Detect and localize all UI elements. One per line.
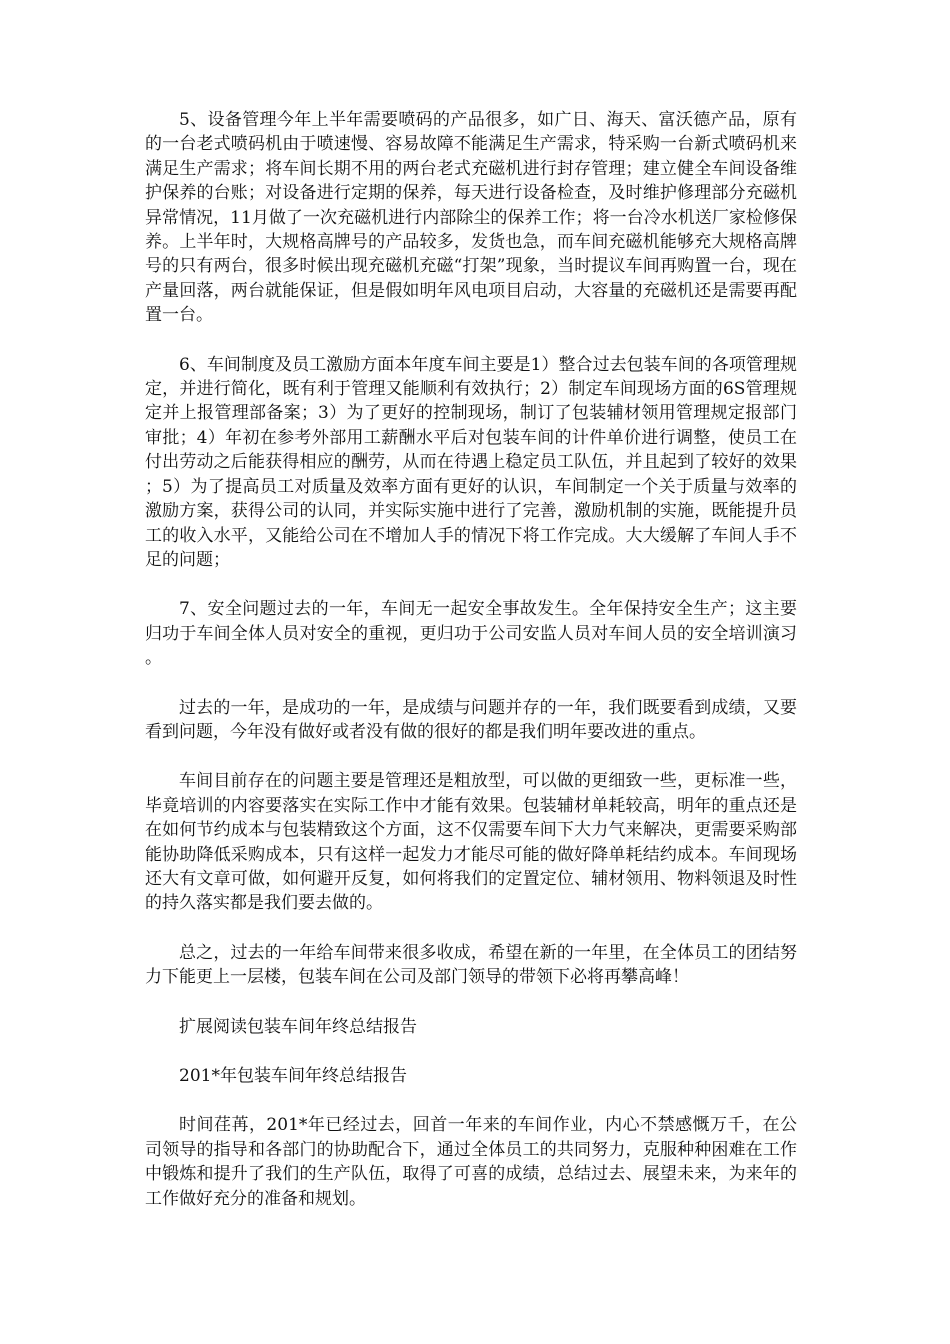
paragraph-safety: 7、安全问题过去的一年，车间无一起安全事故发生。全年保持安全生产；这主要归功于车间全体人员对安全的重视，更归功于公司安监人员对车间人员的安全培训演习。 [145,599,797,669]
heading-extended-reading: 扩展阅读包装车间年终总结报告 [179,1016,417,1037]
paragraph-equipment-management: 5、设备管理今年上半年需要喷码的产品很多，如广日、海天、富沃德产品，原有的一台老式喷码机由于喷速慢、容易故障不能满足生产需求，特采购一台新式喷码机来满足生产需求；将车间长期不用的两台老式充磁机进行封存管理；建立健全车间设备维护保养的台账；对设备进行定期的保养，每天进行设备检查，及时维护修理部分充磁机异常情况，11月做了一次充磁机进行内部除尘的保养工作；将一台冷水机送厂家检修保养。上半年时，大规格高牌号的产品较多，发货也急，而车间充磁机能够充大规格高牌号的只有两台，很多时候出现充磁机充磁“打架”现象，当时提议车间再购置一台，现在产量回落，两台就能保证，但是假如明年风电项目启动，大容量的充磁机还是需要再配置一台。 [145,110,797,326]
paragraph-conclusion: 总之，过去的一年给车间带来很多收成，希望在新的一年里，在全体员工的团结努力下能更上一层楼，包装车间在公司及部门领导的带领下必将再攀高峰！ [145,942,797,988]
paragraph-current-problems: 车间目前存在的问题主要是管理还是粗放型，可以做的更细致一些，更标准一些，毕竟培训的内容要落实在实际工作中才能有效果。包装辅材单耗较高，明年的重点还是在如何节约成本与包装精致这个方面，这不仅需要车间下大力气来解决，更需要采购部能协助降低采购成本，只有这样一起发力才能尽可能的做好降单耗结约成本。车间现场还大有文章可做，如何避开反复，如何将我们的定置定位、辅材领用、物料领退及时性的持久落实都是我们要去做的。 [145,771,797,914]
paragraph-year-review: 过去的一年，是成功的一年，是成绩与问题并存的一年，我们既要看到成绩，又要看到问题，今年没有做好或者没有做的很好的都是我们明年要改进的重点。 [145,697,797,742]
paragraph-report-intro: 时间荏苒，201*年已经过去，回首一年来的车间作业，内心不禁感慨万千，在公司领导的指导和各部门的协助配合下，通过全体员工的共同努力，克服种种困难在工作中锻炼和提升了我们的生产队伍，取得了可喜的成绩，总结过去、展望未来，为来年的工作做好充分的准备和规划。 [145,1115,797,1209]
document-page [145,108,797,1236]
paragraph-workshop-rules-incentives: 6、车间制度及员工激励方面本年度车间主要是1）整合过去包装车间的各项管理规定，并进行简化，既有利于管理又能顺利有效执行；2）制定车间现场方面的6S管理规定并上报管理部备案；3）为了更好的控制现场，制订了包装辅材领用管理规定报部门审批；4）年初在参考外部用工薪酬水平后对包装车间的计件单价进行调整，使员工在付出劳动之后能获得相应的酬劳，从而在待遇上稳定员工队伍，并且起到了较好的效果；5）为了提高员工对质量及效率方面有更好的认识，车间制定一个关于质量与效率的激励方案，获得公司的认同，并实际实施中进行了完善，激励机制的实施，既能提升员工的收入水平，又能给公司在不增加人手的情况下将工作完成。大大缓解了车间人手不足的问题； [145,354,797,570]
heading-report-title: 201*年包装车间年终总结报告 [179,1066,407,1086]
